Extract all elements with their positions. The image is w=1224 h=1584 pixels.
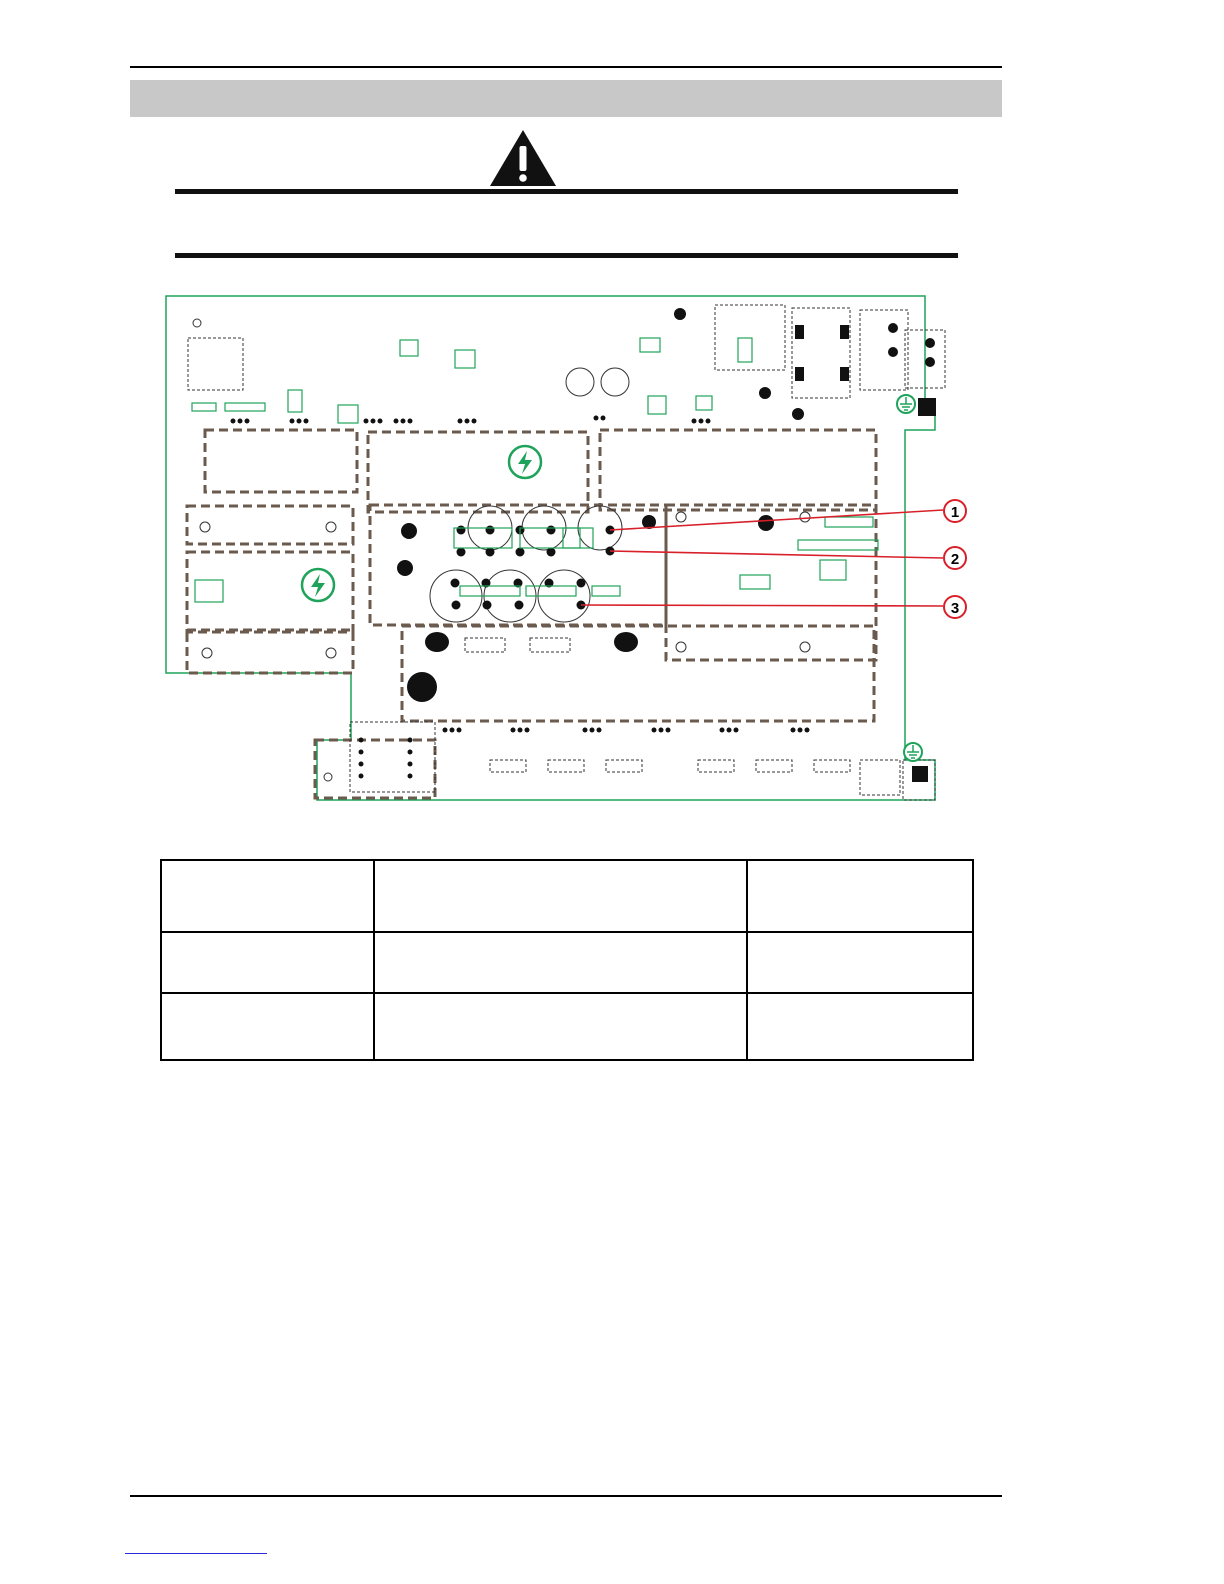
callout-2-leader — [610, 551, 943, 558]
callout-3-label: 3 — [950, 600, 960, 617]
table-cell — [747, 932, 973, 993]
footer-link-underline[interactable] — [125, 1553, 267, 1554]
header-rule — [130, 66, 1002, 68]
warning-bottom-rule — [175, 253, 958, 258]
table-cell — [161, 860, 374, 932]
callout-3-leader — [581, 605, 943, 606]
callout-2 — [944, 547, 966, 569]
high-voltage-icon — [302, 569, 334, 601]
callout-1 — [944, 500, 966, 522]
footer-rule — [130, 1495, 1002, 1497]
callout-3 — [944, 596, 966, 618]
high-voltage-icon — [509, 446, 541, 478]
ground-icon — [904, 743, 922, 761]
table-row — [161, 860, 973, 932]
callout-1-leader — [610, 510, 943, 530]
warning-top-rule — [175, 189, 958, 194]
table-cell — [374, 860, 747, 932]
callout-1-label: 1 — [950, 504, 960, 521]
table-row — [161, 932, 973, 993]
table-cell — [747, 860, 973, 932]
table-cell — [747, 993, 973, 1060]
reference-table — [160, 859, 974, 1061]
pcb-diagram — [160, 290, 980, 810]
table-cell — [374, 932, 747, 993]
table-cell — [161, 993, 374, 1060]
callout-2-label: 2 — [950, 551, 960, 568]
ground-icon — [897, 395, 915, 413]
table-cell — [374, 993, 747, 1060]
warning-icon — [488, 128, 558, 188]
table-row — [161, 993, 973, 1060]
section-header-bar — [130, 80, 1002, 117]
table-cell — [161, 932, 374, 993]
